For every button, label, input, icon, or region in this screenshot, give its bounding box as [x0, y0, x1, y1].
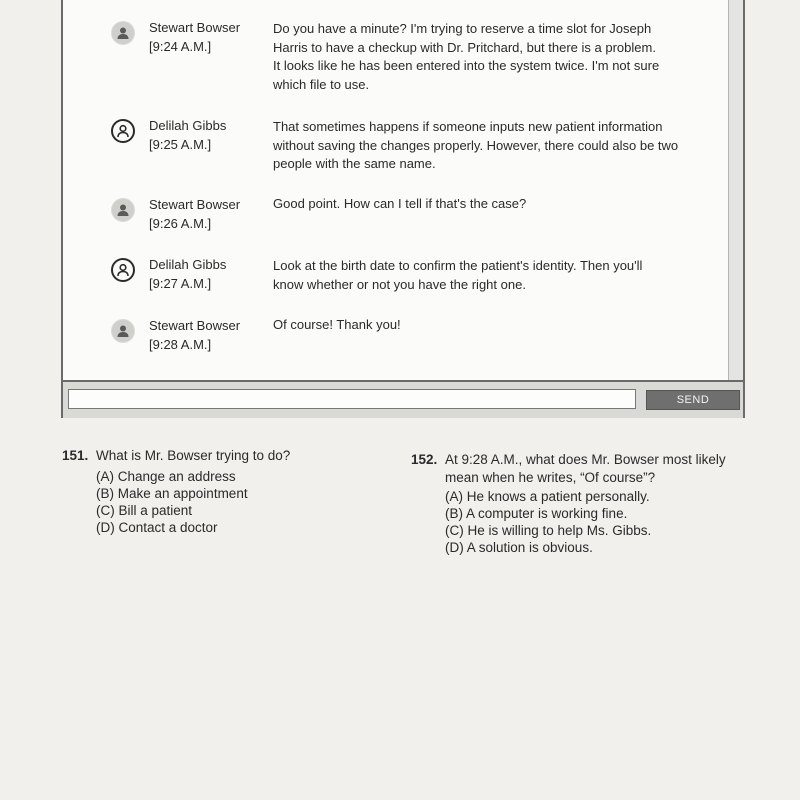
message-input[interactable] — [68, 389, 636, 409]
message-compose-bar — [63, 380, 743, 418]
chat-window — [61, 0, 745, 418]
answer-option[interactable]: (C) He is willing to help Ms. Gibbs. — [445, 523, 652, 538]
answer-option[interactable]: (B) A computer is working fine. — [445, 506, 628, 521]
answer-option[interactable]: (D) Contact a doctor — [96, 520, 218, 535]
answer-option[interactable]: (A) He knows a patient personally. — [445, 489, 650, 504]
sender-name: Delilah Gibbs — [149, 118, 227, 133]
user-avatar-icon — [111, 119, 135, 143]
sender-name: Delilah Gibbs — [149, 257, 227, 272]
message-time: [9:24 A.M.] — [149, 39, 212, 54]
answer-option[interactable]: (A) Change an address — [96, 469, 236, 484]
message-time: [9:27 A.M.] — [149, 276, 212, 291]
sender-name: Stewart Bowser — [149, 197, 241, 212]
question-151 — [62, 447, 382, 547]
send-button[interactable]: SEND — [646, 390, 740, 410]
message-time: [9:26 A.M.] — [149, 216, 212, 231]
message-text: Of course! Thank you! — [273, 317, 401, 332]
answer-option[interactable]: (B) Make an appointment — [96, 486, 248, 501]
answer-option[interactable]: (C) Bill a patient — [96, 503, 193, 518]
sender-name: Stewart Bowser — [149, 318, 241, 333]
sender-name: Stewart Bowser — [149, 20, 241, 35]
user-avatar-icon — [111, 258, 135, 282]
message-text: That sometimes happens if someone inputs new patient information without saving the changes properly. However, there could also be two people with the same name. — [273, 119, 679, 171]
question-text: At 9:28 A.M., what does Mr. Bowser most likely mean when he writes, “Of course”? — [445, 452, 726, 485]
message-time: [9:25 A.M.] — [149, 137, 212, 152]
user-avatar-icon — [111, 319, 135, 343]
user-avatar-icon — [111, 21, 135, 45]
question-text: What is Mr. Bowser trying to do? — [96, 448, 291, 463]
question-152 — [411, 451, 756, 561]
message-text: Good point. How can I tell if that's the case? — [273, 196, 527, 211]
message-text: Do you have a minute? I'm trying to reserve a time slot for Joseph Harris to have a checkup with Dr. Pritchard, but there is a problem. It looks like he has been entered into the system twice. I'm not sure which file to use. — [273, 21, 660, 92]
question-number: 151. — [62, 448, 89, 463]
answer-option[interactable]: (D) A solution is obvious. — [445, 540, 593, 555]
question-number: 152. — [411, 452, 438, 467]
user-avatar-icon — [111, 198, 135, 222]
message-time: [9:28 A.M.] — [149, 337, 212, 352]
message-text: Look at the birth date to confirm the patient's identity. Then you'll know whether or not you have the right one. — [273, 258, 643, 292]
